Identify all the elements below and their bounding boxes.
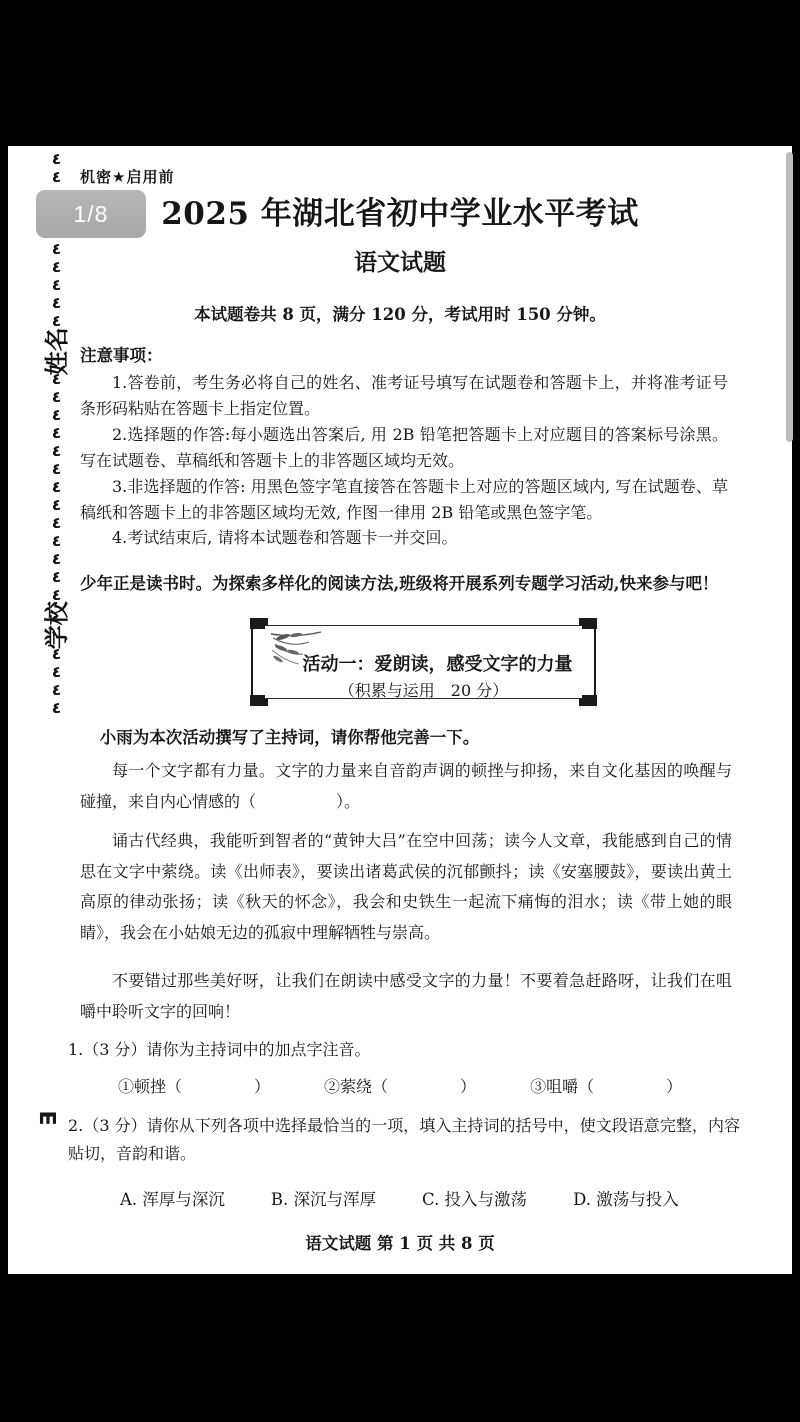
secret-mark-label: 机密★启用前 [80, 168, 175, 186]
blank-label: ②萦绕（ [324, 1077, 389, 1096]
host-script-prompt: 小雨为本次活动撰写了主持词，请你帮他完善一下。 [99, 728, 480, 747]
binding-arrow-icon: ٤ [52, 406, 62, 425]
scroll-sheet [265, 625, 582, 699]
passage-paragraph-2: 诵古代经典，我能听到智者的“黄钟大吕”在空中回荡；读今人文章，我能感到自己的情思在文字中萦绕。读《出师表》，要读出诸葛武侯的沉郁颤抖；读《安塞腰鼓》，要读出黄土高原的律动张扬；读《秋天的怀念》，我会和史铁生一起流下痛悔的泪水；读《带上她的眼睛》，我会在小姑娘无边的孤寂中理解牺牲与崇高。 [80, 831, 732, 943]
binding-arrow-icon: ٤ [52, 514, 62, 533]
blank-close: ） [666, 1077, 683, 1096]
subject-title: 语文试题 [354, 249, 446, 276]
page-title: 2025 年湖北省初中学业水平考试 [161, 196, 639, 232]
choice-option-b[interactable]: B. 深沉与浑厚 [270, 1190, 377, 1209]
binding-arrow-icon: ٤ [52, 370, 62, 389]
page-footer: 语文试题 第 1 页 共 8 页 [305, 1234, 495, 1253]
binding-arrow-icon: ٤ [52, 680, 62, 699]
scrollbar-thumb[interactable] [786, 152, 793, 442]
document-page[interactable] [8, 146, 792, 1274]
binding-arrow-icon: ٤ [52, 442, 62, 461]
exam-paper-content [8, 146, 792, 1274]
notice-heading: 注意事项： [80, 346, 163, 365]
binding-arrow-icon: ٤ [52, 550, 62, 569]
binding-arrow-icon: ٤ [52, 152, 62, 168]
binding-arrow-icon: ٤ [52, 568, 62, 587]
passage-paragraph-1: 每一个文字都有力量。文字的力量来自音韵声调的顿挫与抑扬，来自文化基因的唤醒与碰撞，来自内心情感的（ ）。 [80, 761, 732, 811]
binding-arrow-icon: ٤ [52, 258, 62, 276]
question-1-text: 请你为主持词中的加点字注音。 [146, 1040, 371, 1059]
binding-arrow-icon: ٤ [52, 698, 62, 717]
choice-option-c[interactable]: C. 投入与激荡 [422, 1190, 528, 1209]
banner-title: 活动一：爱朗读，感受文字的力量 [302, 654, 573, 675]
blank-label: ③咀嚼（ [530, 1077, 595, 1096]
question-1-blanks [118, 1074, 738, 1097]
question-1-score: （3 分） [83, 1040, 147, 1059]
notice-item: 3.非选择题的作答: 用黑色签字笔直接答在答题卡上对应的答题区域内, 写在试题卷、草稿纸和答题卡上的非答题区域均无效, 作图一律用 2B 铅笔或黑色签字笔。 [80, 476, 728, 522]
binding-arrow-icon: ٤ [52, 532, 62, 551]
page-indicator-badge: 1/8 [36, 190, 146, 238]
binding-rotated-char: 学校 [42, 601, 71, 650]
binding-arrow-icon: ٤ [52, 424, 62, 443]
passage-paragraph-3: 不要错过那些美好呀，让我们在朗读中感受文字的力量！不要着急赶路呀，让我们在咀嚼中聆听文字的回响！ [80, 971, 732, 1021]
notice-item: 4.考试结束后, 请将本试题卷和答题卡一并交回。 [112, 528, 458, 548]
binding-arrow-icon: ٤ [52, 644, 62, 663]
banner-subtitle: （积累与运用 20 分） [338, 681, 509, 699]
binding-arrow-icon: ٤ [52, 586, 62, 605]
choice-option-d[interactable]: D. 激荡与投入 [573, 1190, 679, 1209]
question-2-text: 请你从下列各项中选择最恰当的一项，填入主持词的括号中，使文段语意完整，内容贴切，音韵和谐。 [68, 1116, 740, 1164]
binding-arrow-icon: ٤ [52, 662, 62, 681]
blank-item[interactable] [118, 1074, 270, 1097]
blank-item[interactable] [530, 1074, 682, 1097]
blank-label: ①顿挫（ [118, 1077, 183, 1096]
binding-arrow-icon: ٤ [52, 168, 62, 186]
question-2-choices [120, 1186, 740, 1210]
question-2-number: 2. [68, 1116, 84, 1135]
binding-arrow-icon: ٤ [52, 478, 62, 497]
binding-arrow-icon: ٤ [52, 460, 62, 479]
question-1-number: 1. [68, 1040, 84, 1059]
binding-margin-decoration [34, 152, 80, 1032]
binding-arrow-icon: ٤ [52, 276, 62, 294]
binding-tail-mark: ∃ [37, 1110, 63, 1127]
blank-close: ） [460, 1077, 477, 1096]
choice-option-a[interactable]: A. 浑厚与深沉 [120, 1190, 225, 1209]
notice-section [80, 342, 728, 551]
blank-item[interactable] [324, 1074, 476, 1097]
binding-arrow-icon: ٤ [52, 240, 62, 258]
binding-arrow-icon: ٤ [52, 388, 62, 407]
binding-arrow-icon: ٤ [52, 496, 62, 515]
question-1 [68, 1036, 740, 1064]
activity-scroll-banner [251, 618, 596, 706]
scroll-rod-right-icon [580, 618, 596, 706]
binding-rotated-char: 姓名 [42, 327, 71, 376]
binding-arrow-icon: ٤ [52, 312, 62, 330]
blank-close: ） [254, 1077, 271, 1096]
binding-arrow-icon: ٤ [52, 294, 62, 312]
notice-item: 2.选择题的作答:每小题选出答案后, 用 2B 铅笔把答题卡上对应题目的答案标号涂黑。写在试题卷、草稿纸和答题卡上的非答题区域均无效。 [80, 424, 728, 470]
question-2-score: （3 分） [83, 1116, 147, 1135]
question-2 [68, 1112, 740, 1169]
exam-meta-line: 本试题卷共 8 页，满分 120 分，考试用时 150 分钟。 [194, 305, 606, 324]
notice-item: 1.答卷前，考生务必将自己的姓名、准考证号填写在试题卷和答题卡上，并将准考证号条形码粘贴在答题卡上指定位置。 [80, 373, 728, 418]
activity-lead-text: 少年正是读书时。为探索多样化的阅读方法,班级将开展系列专题学习活动,快来参与吧！ [80, 574, 719, 593]
